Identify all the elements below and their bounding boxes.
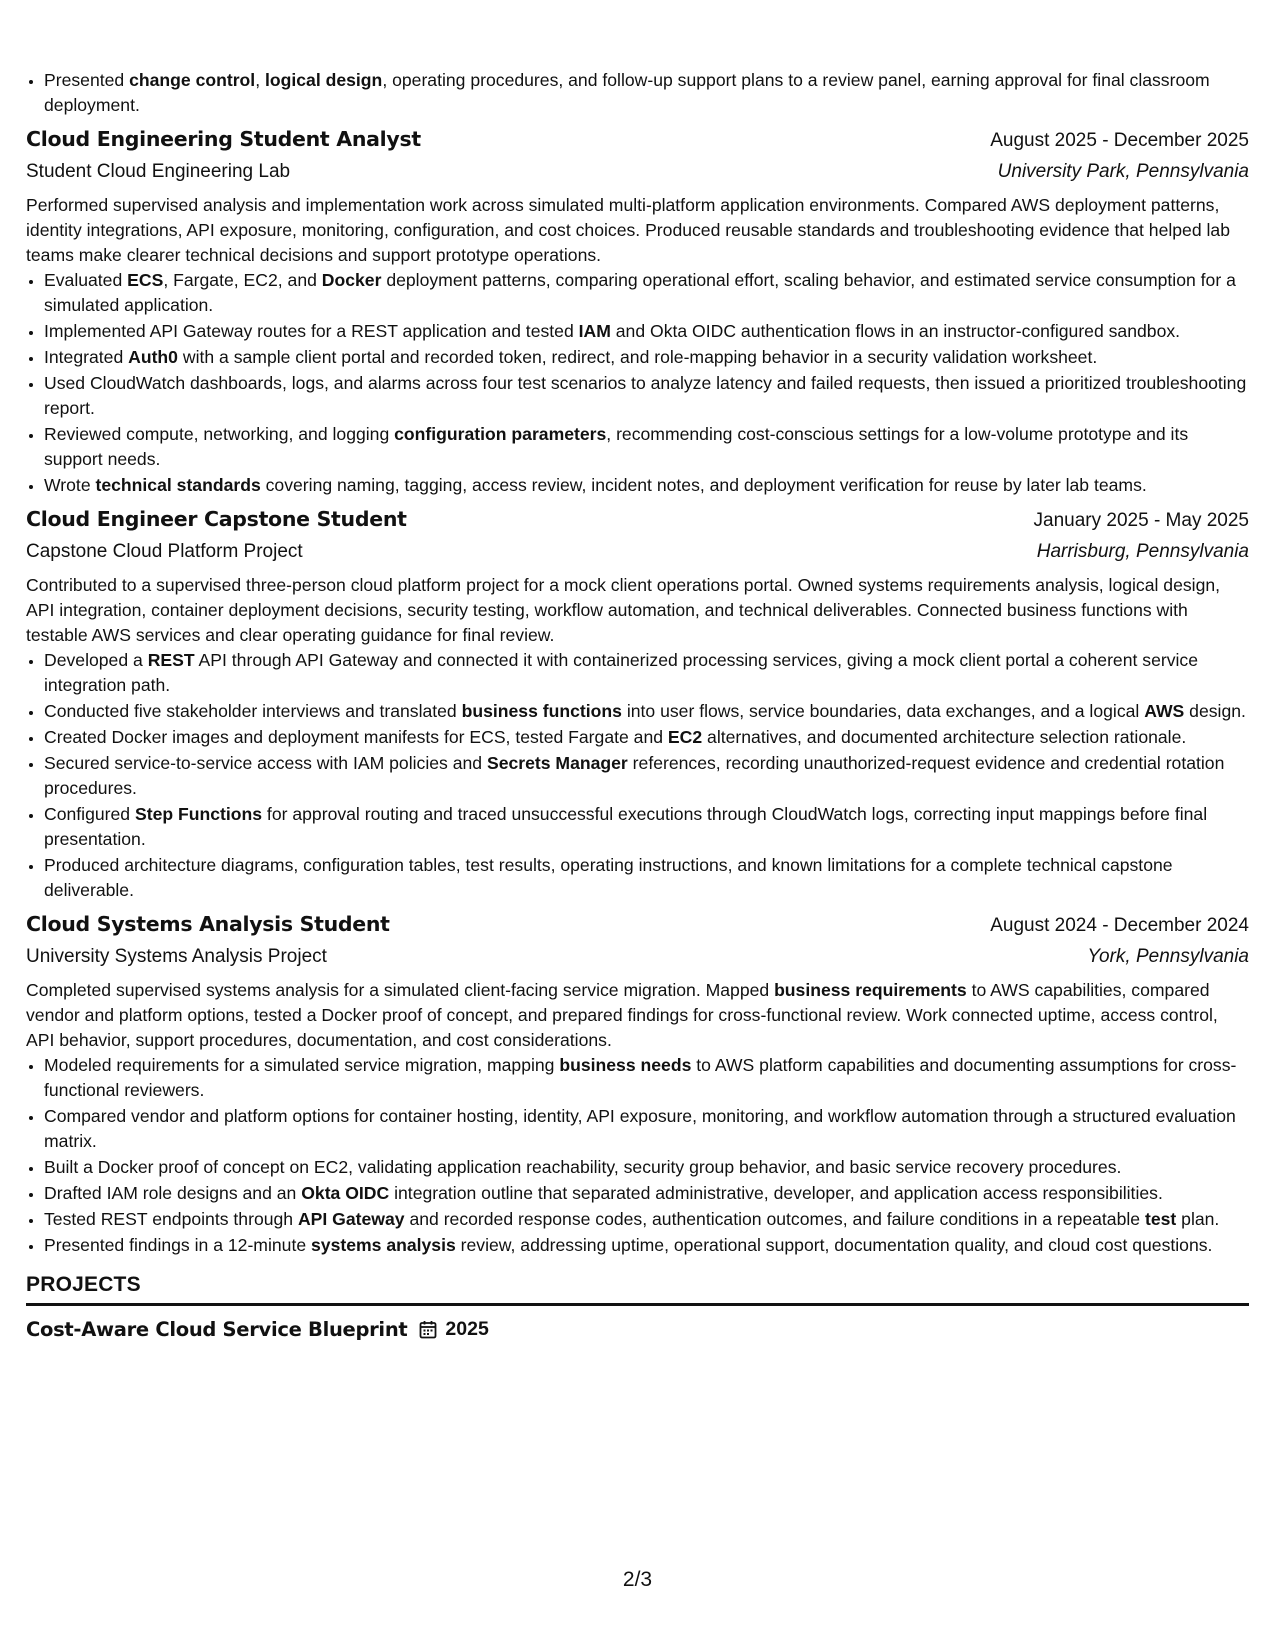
- job-title: Cloud Engineering Student Analyst: [26, 127, 421, 151]
- job-title: Cloud Engineer Capstone Student: [26, 507, 407, 531]
- job-location: University Park, Pennsylvania: [997, 161, 1249, 182]
- experience-list: [26, 127, 1249, 1258]
- bullet-item: • Built a Docker proof of concept on EC2, validating application reachability, security group behavior, and basic service recovery procedures.: [44, 1155, 1249, 1180]
- job-bullet-list: [26, 1053, 1249, 1258]
- bullet-item: • Created Docker images and deployment manifests for ECS, tested Fargate and EC2 alternatives, and documented architecture selection rationale.: [44, 725, 1249, 750]
- bold-keyword: EC2: [667, 727, 703, 747]
- bold-keyword: Auth0: [128, 347, 178, 367]
- job-organization: Student Cloud Engineering Lab: [26, 161, 291, 182]
- bold-keyword: test: [1144, 1209, 1177, 1229]
- job-bullet-list: [26, 648, 1249, 903]
- job-location: Harrisburg, Pennsylvania: [1036, 541, 1249, 562]
- bold-keyword: Secrets Manager: [486, 753, 628, 773]
- bullet-item: • Secured service-to-service access with IAM policies and Secrets Manager references, recording unauthorized-request evidence and credential rotation procedures.: [44, 751, 1249, 801]
- job-subheader: [26, 159, 1249, 189]
- resume-page: [26, 68, 1249, 1346]
- job-organization: Capstone Cloud Platform Project: [26, 541, 303, 562]
- bold-keyword: API Gateway: [297, 1209, 405, 1229]
- bold-keyword: IAM: [578, 321, 611, 341]
- bullet-item: • Conducted five stakeholder interviews and translated business functions into user flows, service boundaries, data exchanges, and a logical AWS design.: [44, 699, 1249, 724]
- bullet-item: • Tested REST endpoints through API Gateway and recorded response codes, authentication outcomes, and failure conditions in a repeatable test plan.: [44, 1207, 1249, 1232]
- project-title: Cost-Aware Cloud Service Blueprint: [26, 1317, 408, 1341]
- project-entry: [26, 1312, 1249, 1346]
- bold-keyword: business requirements: [774, 980, 967, 1000]
- job-dates: August 2024 - December 2024: [990, 915, 1249, 936]
- job-header: [26, 507, 1249, 539]
- bullet-item: • Presented findings in a 12-minute systems analysis review, addressing uptime, operational support, documentation quality, and cloud cost questions.: [44, 1233, 1249, 1258]
- bold-keyword: ECS: [127, 270, 164, 290]
- job-entry: [26, 507, 1249, 903]
- bullet-item: • Produced architecture diagrams, configuration tables, test results, operating instructions, and known limitations for a complete technical capstone deliverable.: [44, 853, 1249, 903]
- job-summary: Completed supervised systems analysis for a simulated client-facing service migration. Mapped business requirements to AWS capabilities, compared vendor and platform options, tested a Docker proof of concept, and prepared findings for cross-functional review. Work connected uptime, access control, API behavior, support procedures, documentation, and cost considerations.: [26, 980, 1218, 1050]
- job-entry: [26, 127, 1249, 498]
- job-location: York, Pennsylvania: [1087, 946, 1249, 967]
- bold-keyword: Docker: [321, 270, 382, 290]
- page-number: 2/3: [622, 1568, 653, 1591]
- job-dates: January 2025 - May 2025: [1033, 510, 1249, 531]
- job-entry: [26, 912, 1249, 1258]
- projects-heading: PROJECTS: [26, 1272, 1249, 1306]
- bullet-item: • Reviewed compute, networking, and logging configuration parameters, recommending cost-conscious settings for a low-volume prototype and its support needs.: [44, 422, 1249, 472]
- bullet-item: • Configured Step Functions for approval routing and traced unsuccessful executions through CloudWatch logs, correcting input mappings before final presentation.: [44, 802, 1249, 852]
- bold-keyword: technical standards: [95, 475, 261, 495]
- bullet-item: • Drafted IAM role designs and an Okta OIDC integration outline that separated administrative, developer, and application access responsibilities.: [44, 1181, 1249, 1206]
- carryover-bullet-list: [26, 68, 1249, 118]
- job-bullet-list: [26, 268, 1249, 498]
- job-subheader: [26, 944, 1249, 974]
- bold-keyword: Okta OIDC: [301, 1183, 390, 1203]
- bullet-item: • Developed a REST API through API Gateway and connected it with containerized processing services, giving a mock client portal a coherent service integration path.: [44, 648, 1249, 698]
- bullet-item: • Implemented API Gateway routes for a REST application and tested IAM and Okta OIDC authentication flows in an instructor-configured sandbox.: [44, 319, 1249, 344]
- bold-keyword: change control: [129, 70, 256, 90]
- calendar-icon: [419, 1320, 437, 1339]
- job-subheader: [26, 539, 1249, 569]
- job-organization: University Systems Analysis Project: [26, 946, 327, 967]
- job-header: [26, 127, 1249, 159]
- bold-keyword: REST: [147, 650, 195, 670]
- bold-keyword: systems analysis: [311, 1235, 456, 1255]
- job-dates: August 2025 - December 2025: [990, 130, 1249, 151]
- bold-keyword: Step Functions: [134, 804, 263, 824]
- bold-keyword: AWS: [1144, 701, 1185, 721]
- bullet-item: • Used CloudWatch dashboards, logs, and alarms across four test scenarios to analyze latency and failed requests, then issued a prioritized troubleshooting report.: [44, 371, 1249, 421]
- job-summary: Performed supervised analysis and implementation work across simulated multi-platform application environments. Compared AWS deployment patterns, identity integrations, API exposure, monitoring, configuration, and cost choices. Produced reusable standards and troubleshooting evidence that helped lab teams make clearer technical decisions and support prototype operations.: [26, 195, 1230, 265]
- bullet-item: • Compared vendor and platform options for container hosting, identity, API exposure, monitoring, and workflow automation through a structured evaluation matrix.: [44, 1104, 1249, 1154]
- job-header: [26, 912, 1249, 944]
- bullet-item: • Presented change control, logical design, operating procedures, and follow-up support plans to a review panel, earning approval for final classroom deployment.: [44, 68, 1249, 118]
- bold-keyword: logical design: [264, 70, 383, 90]
- bold-keyword: configuration parameters: [394, 424, 607, 444]
- bullet-item: • Modeled requirements for a simulated service migration, mapping business needs to AWS platform capabilities and documenting assumptions for cross-functional reviewers.: [44, 1053, 1249, 1103]
- job-title: Cloud Systems Analysis Student: [26, 912, 390, 936]
- job-summary: Contributed to a supervised three-person cloud platform project for a mock client operations portal. Owned systems requirements analysis, logical design, API integration, container deployment decisions, security testing, workflow automation, and technical deliverables. Connected business functions with testable AWS services and clear operating guidance for final review.: [26, 575, 1221, 645]
- bold-keyword: business functions: [461, 701, 622, 721]
- bold-keyword: business needs: [559, 1055, 692, 1075]
- bullet-item: • Integrated Auth0 with a sample client portal and recorded token, redirect, and role-mapping behavior in a security validation worksheet.: [44, 345, 1249, 370]
- project-year: 2025: [445, 1317, 489, 1340]
- bullet-item: • Evaluated ECS, Fargate, EC2, and Docker deployment patterns, comparing operational effort, scaling behavior, and estimated service consumption for a simulated application.: [44, 268, 1249, 318]
- bullet-item: • Wrote technical standards covering naming, tagging, access review, incident notes, and deployment verification for reuse by later lab teams.: [44, 473, 1249, 498]
